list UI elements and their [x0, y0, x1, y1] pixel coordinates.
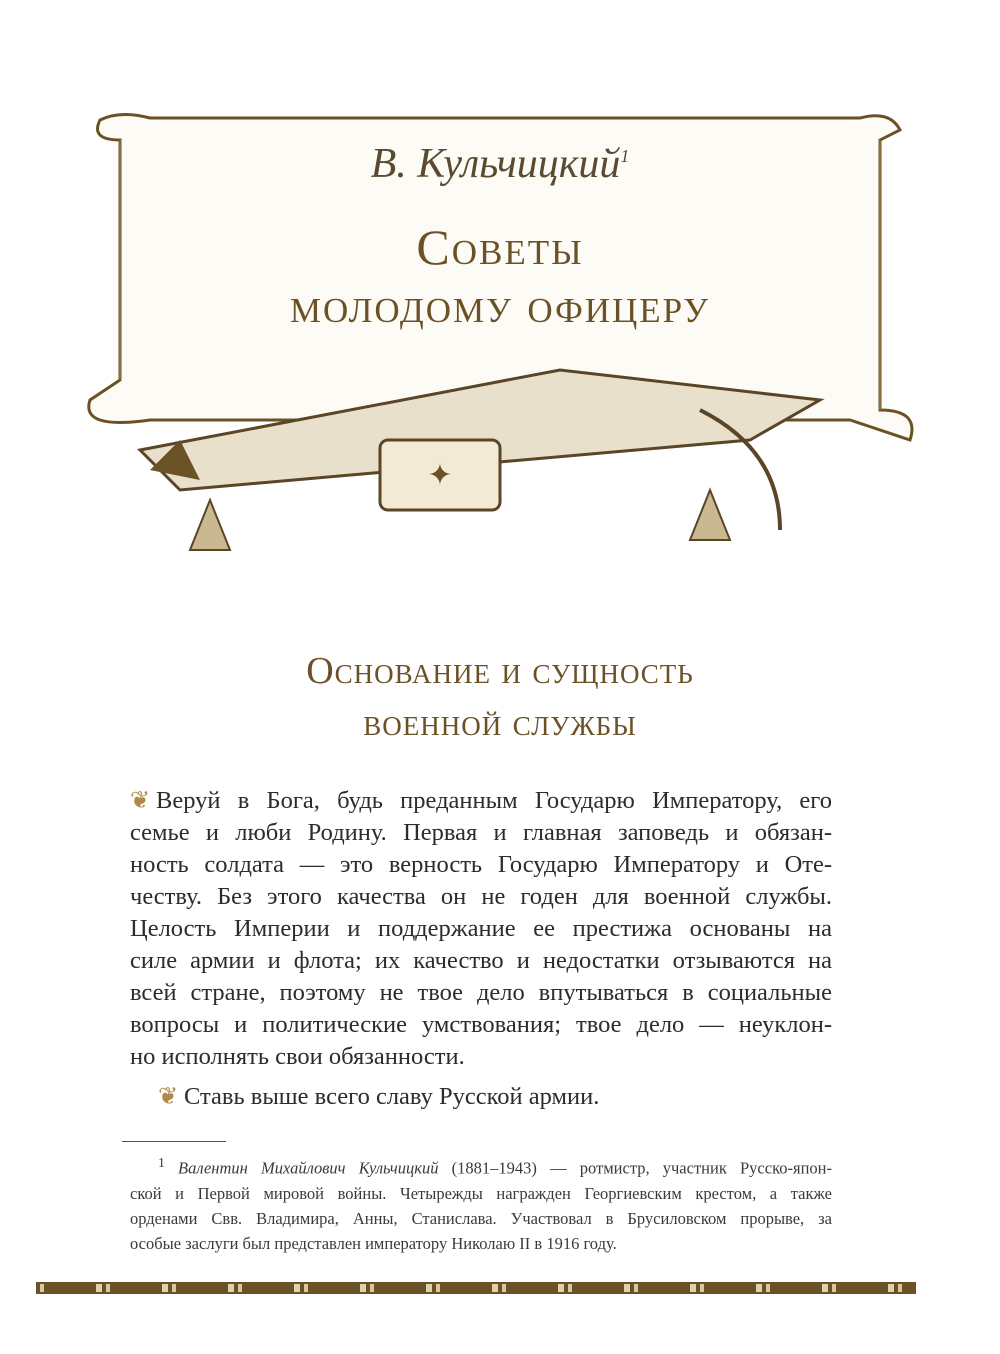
footnote-line [130, 1150, 832, 1181]
footnote [130, 1150, 832, 1256]
footnote-line: орденами Свв. Владимира, Анны, Станислава. Участвовал в Брусиловском прорыве, за [130, 1208, 832, 1228]
text-line: честву. Без этого качества он не годен для военной службы. [130, 883, 832, 910]
footnote-reference[interactable]: 1 [620, 146, 630, 166]
text-line: силе армии и флота; их качество и недостатки отзываются на [130, 947, 832, 974]
text: Веруй в Бога, будь преданным Государю Императору, его [156, 787, 832, 814]
body-text [130, 785, 832, 1113]
text-line: но исполнять свои обязанности. [130, 1043, 465, 1070]
text: (1881–1943) — ротмистр, участник Русско-япон- [438, 1158, 832, 1178]
text-line: всей стране, поэтому не твое дело впутываться в социальные [130, 979, 832, 1006]
author-text: В. Кульчицкий [370, 141, 621, 187]
section-heading [0, 645, 1000, 749]
footnote-line: ской и Первой мировой войны. Четырежды награжден Георгиевским крестом, а также [130, 1183, 832, 1203]
footnote-mark: 1 [158, 1155, 165, 1170]
section-heading-line: Основание и сущность [306, 650, 694, 692]
title-line: молодому офицеру [289, 277, 711, 333]
text-line: Целость Империи и поддержание ее престижа основаны на [130, 915, 832, 942]
book-title [0, 218, 1000, 334]
paragraph [130, 1081, 832, 1113]
text-line [130, 785, 832, 817]
text: Ставь выше всего славу Русской армии. [184, 1083, 600, 1110]
decorative-bottom-border [36, 1282, 916, 1294]
text-line: вопросы и политические умствования; твое дело — неуклон- [130, 1011, 832, 1038]
title-line: Советы [416, 219, 584, 275]
text-line: ность солдата — это верность Государю Императору и Оте- [130, 851, 832, 878]
footnote-line: особые заслуги был представлен императору Николаю II в 1916 году. [130, 1233, 617, 1253]
svg-text:✦: ✦ [427, 459, 453, 492]
feather-ornament-icon: ❦ [158, 1084, 179, 1110]
feather-ornament-icon: ❦ [130, 788, 151, 814]
text-line: семье и люби Родину. Первая и главная заповедь и обязан- [130, 819, 832, 846]
footnote-divider [122, 1141, 226, 1142]
author-name [0, 140, 1000, 188]
section-heading-line: военной службы [363, 702, 637, 744]
footnote-name: Валентин Михайлович Кульчицкий [178, 1158, 439, 1178]
